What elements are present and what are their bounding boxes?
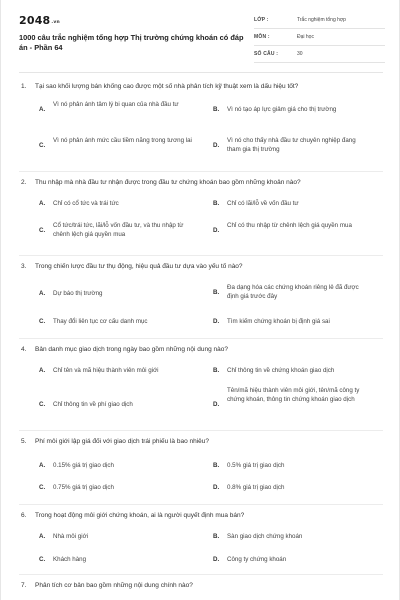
option-letter: C. (39, 142, 46, 149)
option-c[interactable] (39, 555, 199, 567)
option-letter: B. (213, 462, 220, 469)
option-a[interactable] (39, 199, 199, 211)
meta-row-class (254, 12, 385, 29)
question-separator (19, 338, 383, 339)
option-letter: C. (39, 227, 46, 234)
option-d[interactable] (213, 221, 373, 241)
option-c[interactable] (39, 136, 199, 156)
option-text: Nhà môi giới (53, 533, 89, 540)
option-text: Chỉ thông tin về phí giao dịch (53, 401, 133, 408)
option-b[interactable] (213, 532, 373, 544)
question-text: Trong chiến lược đầu tư thụ động, hiệu quả đầu tư dựa vào yếu tố nào? (35, 263, 243, 270)
option-text: Vì nó phản ánh tâm lý bi quan của nhà đầu tư (53, 101, 179, 108)
question-text: Tại sao khối lượng bán khống cao được một số nhà phân tích kỹ thuật xem là dấu hiệu tốt? (35, 83, 299, 90)
option-text: Vì nó phản ánh mức cầu tiềm năng trong tương lai (53, 137, 192, 144)
question-text: Phí môi giới lập giá đối với giao dịch trái phiếu là bao nhiêu? (35, 438, 210, 445)
option-text: 0.8% giá trị giao dịch (227, 484, 285, 491)
option-letter: A. (39, 533, 46, 540)
option-letter: B. (213, 200, 220, 207)
document-title: 1000 câu trắc nghiệm tổng hợp Thị trường chứng khoán có đáp án - Phần 64 (19, 33, 244, 52)
option-letter: B. (213, 367, 220, 374)
option-b[interactable] (213, 461, 373, 473)
option-text: Vì nó tạo áp lực giảm giá cho thị trường (227, 106, 337, 113)
option-letter: C. (39, 401, 46, 408)
option-text: Đa dạng hóa các chứng khoán riêng lẻ đã được định giá trước đây (227, 284, 359, 301)
option-text: Khách hàng (53, 556, 87, 563)
option-a[interactable] (39, 289, 199, 301)
option-text: Công ty chứng khoán (227, 556, 287, 563)
option-letter: D. (213, 318, 220, 325)
option-text: Vì nó cho thấy nhà đầu tư chuyên nghiệp đang tham gia thị trường (227, 137, 356, 154)
option-d[interactable] (213, 136, 373, 156)
option-letter: D. (213, 227, 220, 234)
meta-value: 30 (297, 51, 303, 57)
option-letter: C. (39, 318, 46, 325)
document-header (19, 12, 385, 64)
question-number: 2. (21, 179, 27, 186)
question-text: Phân tích cơ bản bao gồm những nội dung chính nào? (35, 582, 193, 589)
option-letter: A. (39, 200, 46, 207)
option-text: Dự báo thị trường (53, 290, 103, 297)
option-c[interactable] (39, 221, 199, 241)
question-separator (19, 171, 383, 172)
meta-key: MÔN : (254, 34, 270, 40)
header-divider (19, 72, 383, 73)
question-separator (19, 255, 383, 256)
meta-key: LỚP : (254, 17, 269, 23)
option-a[interactable] (39, 366, 199, 378)
option-a[interactable] (39, 532, 199, 544)
meta-value: Đại học (297, 34, 314, 40)
question-text: Thu nhập mà nhà đầu tư nhận được trong đầu tư chứng khoán bao gồm những khoản nào? (35, 179, 301, 186)
option-text: 0.15% giá trị giao dịch (53, 462, 114, 469)
question-separator (19, 430, 383, 431)
meta-table (254, 12, 385, 63)
option-b[interactable] (213, 105, 373, 117)
option-letter: D. (213, 142, 220, 149)
question-text: Trong hoạt động môi giới chứng khoán, ai là người quyết định mua bán? (35, 512, 245, 519)
option-b[interactable] (213, 366, 373, 378)
question-number: 4. (21, 346, 27, 353)
option-letter: A. (39, 106, 46, 113)
site-logo[interactable] (19, 14, 60, 27)
question-number: 3. (21, 263, 27, 270)
option-letter: A. (39, 367, 46, 374)
meta-key: SỐ CÂU : (254, 51, 279, 57)
question-text: Bản danh mục giao dịch trong ngày bao gồm những nội dung nào? (35, 346, 228, 353)
question-number: 6. (21, 512, 27, 519)
option-text: 0.75% giá trị giao dịch (53, 484, 114, 491)
option-text: Chỉ tên và mã hiệu thành viên môi giới (53, 367, 159, 374)
option-b[interactable] (213, 199, 373, 211)
logo-text: 2048 (19, 14, 51, 27)
option-b[interactable] (213, 283, 373, 303)
option-letter: D. (213, 401, 220, 408)
option-a[interactable] (39, 461, 199, 473)
option-text: Cổ tức/trái tức, lãi/lỗ vốn đầu tư, và thu nhập từ chênh lệch giá quyền mua (53, 222, 184, 239)
option-a[interactable] (39, 100, 199, 120)
option-letter: B. (213, 106, 220, 113)
option-d[interactable] (213, 386, 373, 416)
option-d[interactable] (213, 483, 373, 495)
logo-suffix: .vn (51, 20, 60, 25)
option-text: Tên/mã hiệu thành viên môi giới, tên/mã công ty chứng khoán, thông tin chứng khoán giao dịch (227, 387, 360, 404)
question-number: 1. (21, 83, 27, 90)
option-text: Chỉ thông tin về chứng khoán giao dịch (227, 367, 335, 374)
option-text: Chỉ có thu nhập từ chênh lệch giá quyền mua (227, 222, 352, 229)
option-d[interactable] (213, 555, 373, 567)
option-letter: B. (213, 533, 220, 540)
meta-row-subject (254, 29, 385, 46)
option-text: 0.5% giá trị giao dịch (227, 462, 285, 469)
option-text: Chỉ có cổ tức và trái tức (53, 200, 119, 207)
meta-row-count (254, 46, 385, 63)
option-letter: C. (39, 556, 46, 563)
option-text: Thay đổi liên tục cơ cấu danh mục (53, 318, 148, 325)
option-d[interactable] (213, 317, 373, 329)
question-separator (19, 574, 383, 575)
option-text: Chỉ có lãi/lỗ về vốn đầu tư (227, 200, 299, 207)
option-letter: A. (39, 290, 46, 297)
meta-value: Trắc nghiệm tổng hợp (297, 17, 346, 23)
option-c[interactable] (39, 483, 199, 495)
question-number: 5. (21, 438, 27, 445)
option-text: Sàn giao dịch chứng khoán (227, 533, 303, 540)
option-letter: D. (213, 556, 220, 563)
question-separator (19, 504, 383, 505)
option-c[interactable] (39, 317, 199, 329)
option-text: Tìm kiếm chứng khoán bị định giá sai (227, 318, 330, 325)
option-letter: A. (39, 462, 46, 469)
option-letter: D. (213, 484, 220, 491)
option-letter: B. (213, 289, 220, 296)
option-letter: C. (39, 484, 46, 491)
question-number: 7. (21, 582, 27, 589)
option-c[interactable] (39, 400, 199, 412)
